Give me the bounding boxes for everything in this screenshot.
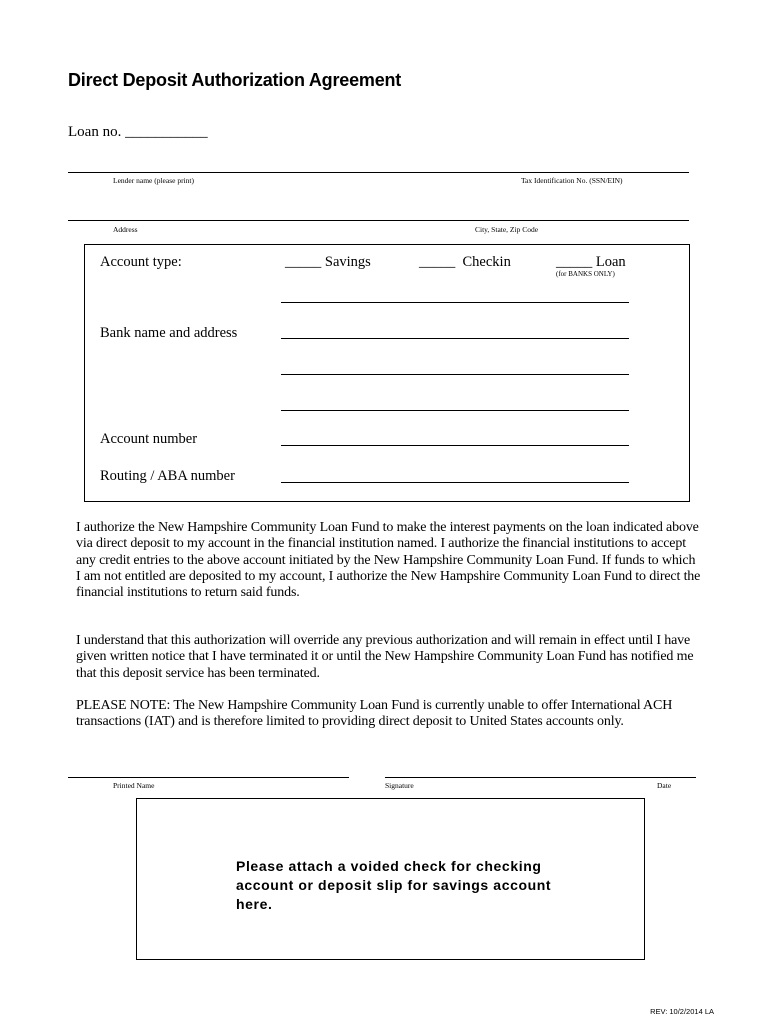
loan-option[interactable]: _____ Loan — [556, 254, 626, 270]
printed-name-line[interactable] — [68, 777, 349, 778]
printed-name-caption: Printed Name — [113, 781, 155, 790]
bank-name-line-1[interactable] — [281, 302, 629, 303]
lender-name-line[interactable] — [68, 172, 689, 173]
authorization-paragraph: I authorize the New Hampshire Community Loan Fund to make the interest payments on the loan indicated above via direct deposit to my account in the financial institution named. I authorize the financial institutions to accept any credit entries to the above account initiated by the New Hampshire Community Loan Fund. If funds to which I am not entitled are deposited to my account, I authorize the New Hampshire Community Loan Fund to direct the financial institutions to return said funds. — [76, 520, 701, 601]
loan-number-field[interactable]: Loan no. ___________ — [68, 124, 208, 140]
bank-address-line-2[interactable] — [281, 410, 629, 411]
address-line[interactable] — [68, 220, 689, 221]
please-note-paragraph: PLEASE NOTE: The New Hampshire Community Loan Fund is currently unable to offer International ACH transactions (IAT) and is therefore limited to providing direct deposit to United States accounts only. — [76, 698, 673, 730]
signature-caption: Signature — [385, 781, 414, 790]
attach-check-note: Please attach a voided check for checking account or deposit slip for savings account here. — [236, 858, 552, 912]
bank-address-line-1[interactable] — [281, 374, 629, 375]
bank-name-line-2[interactable] — [281, 338, 629, 339]
city-state-zip-caption: City, State, Zip Code — [475, 225, 539, 234]
account-number-label: Account number — [100, 431, 198, 447]
bank-name-label: Bank name and address — [100, 325, 238, 341]
override-paragraph: I understand that this authorization will override any previous authorization and will remain in effect until I have given written notice that I have terminated it or until the New Hampshire Community Loan Fund has notified me that this deposit service has been terminated. — [76, 633, 694, 681]
loan-option-note: (for BANKS ONLY) — [556, 270, 615, 278]
bank-account-box — [84, 244, 690, 502]
document-title: Direct Deposit Authorization Agreement — [68, 70, 402, 90]
account-type-label: Account type: — [100, 254, 182, 270]
routing-number-label: Routing / ABA number — [100, 468, 235, 484]
address-caption: Address — [113, 225, 138, 234]
account-number-line[interactable] — [281, 445, 629, 446]
tax-id-caption: Tax Identification No. (SSN/EIN) — [521, 176, 623, 185]
routing-number-line[interactable] — [281, 482, 629, 483]
lender-name-caption: Lender name (please print) — [113, 176, 195, 185]
revision-stamp: REV: 10/2/2014 LA — [650, 1007, 714, 1016]
savings-option[interactable]: _____ Savings — [285, 254, 371, 270]
checking-option[interactable]: _____ Checkin — [419, 254, 511, 270]
signature-date-line[interactable] — [385, 777, 696, 778]
date-caption: Date — [657, 781, 672, 790]
